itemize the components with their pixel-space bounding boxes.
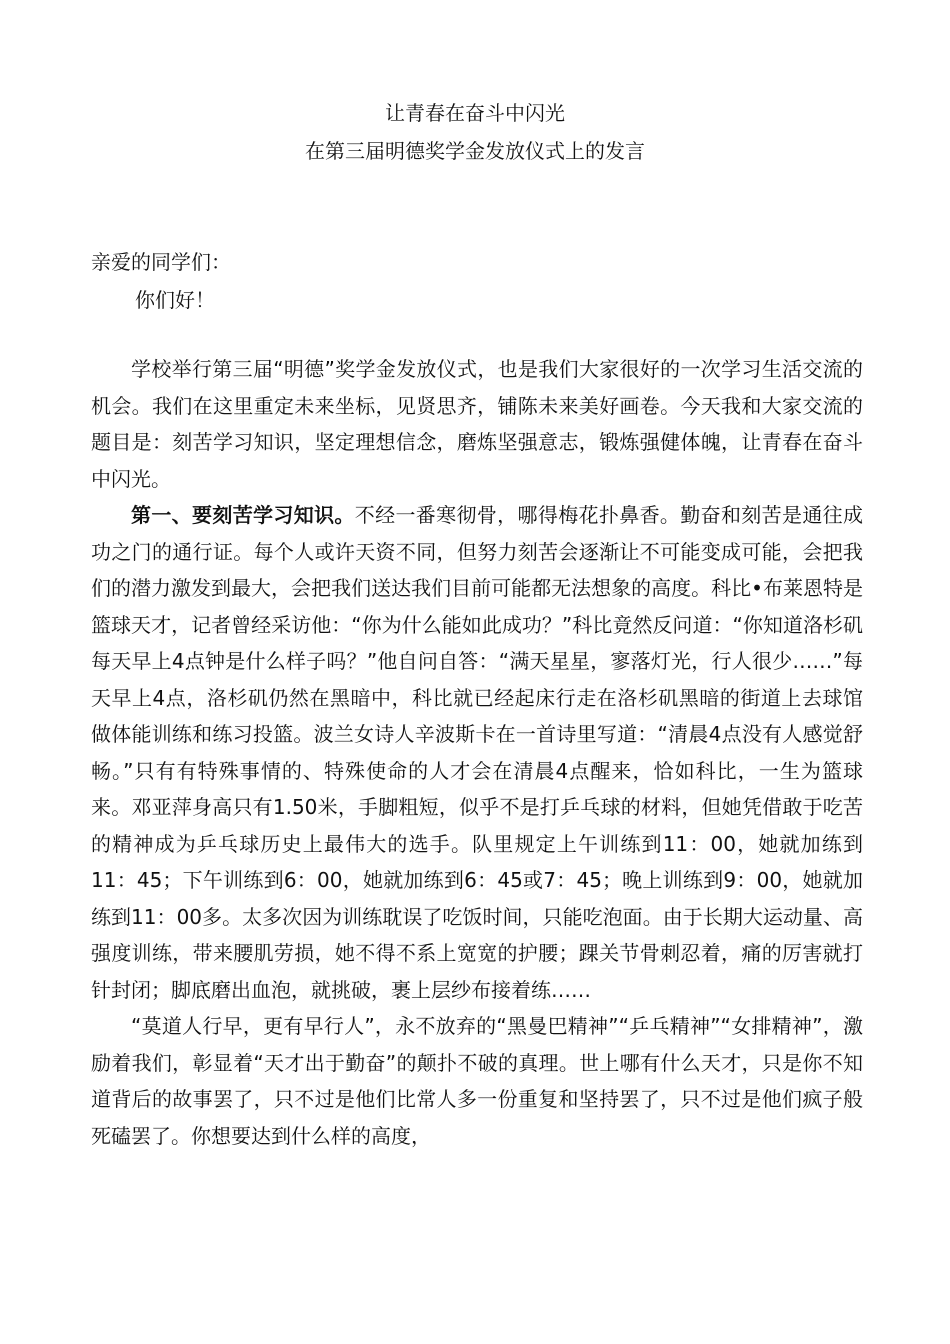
body-text: [91, 351, 863, 1154]
paragraph-study: [91, 497, 863, 1008]
title-block: [0, 94, 950, 170]
paragraph-spirit: “莫道人行早，更有早行人”，永不放弃的“黑曼巴精神”“乒乓精神”“女排精神”，激励着我们，彰显着“天才出于勤奋”的颠扑不破的真理。世上哪有什么天才，只是你不知道背后的故事罢了，只不过是他们比常人多一份重复和坚持罢了，只不过是他们疯子般死磕罢了。你想要达到什么样的高度，: [91, 1014, 863, 1148]
section-heading: 第一、要刻苦学习知识。: [131, 503, 355, 527]
document-subtitle: 在第三届明德奖学金发放仪式上的发言: [305, 139, 645, 163]
document-title: 让青春在奋斗中闪光: [385, 101, 565, 125]
paragraph-study-body: 不经一番寒彻骨，哪得梅花扑鼻香。勤奋和刻苦是通往成功之门的通行证。每个人或许天资不同，但努力刻苦会逐渐让不可能变成可能，会把我们的潜力激发到最大，会把我们送达我们目前可能都无法想象的高度。科比•布莱恩特是篮球天才，记者曾经采访他：“你为什么能如此成功？”科比竟然反问道：“你知道洛杉矶每天早上4点钟是什么样子吗？”他自问自答：“满天星星，寥落灯光，行人很少……”每天早上4点，洛杉矶仍然在黑暗中，科比就已经起床行走在洛杉矶黑暗的街道上去球馆做体能训练和练习投篮。波兰女诗人辛波斯卡在一首诗里写道：“清晨4点没有人感觉舒畅。”只有有特殊事情的、特殊使命的人才会在清晨4点醒来，恰如科比，一生为篮球来。邓亚萍身高只有1.50米，手脚粗短，似乎不是打乒乓球的材料，但她凭借敢于吃苦的精神成为乒乓球历史上最伟大的选手。队里规定上午训练到11：00，她就加练到11：45；下午训练到6：00，她就加练到6：45或7：45；晚上训练到9：00，她就加练到11：00多。太多次因为训练耽误了吃饭时间，只能吃泡面。由于长期大运动量、高强度训练，带来腰肌劳损，她不得不系上宽宽的护腰；踝关节骨刺忍着，痛的厉害就打针封闭；脚底磨出血泡，就挑破，裹上层纱布接着练……: [91, 503, 864, 1002]
hello-line: 你们好！: [135, 288, 215, 312]
greeting: 亲爱的同学们：: [91, 250, 231, 274]
paragraph-intro: 学校举行第三届“明德”奖学金发放仪式，也是我们大家很好的一次学习生活交流的机会。我们在这里重定未来坐标，见贤思齐，铺陈未来美好画卷。今天我和大家交流的题目是：刻苦学习知识，坚定理想信念，磨炼坚强意志，锻炼强健体魄，让青春在奋斗中闪光。: [91, 357, 863, 491]
